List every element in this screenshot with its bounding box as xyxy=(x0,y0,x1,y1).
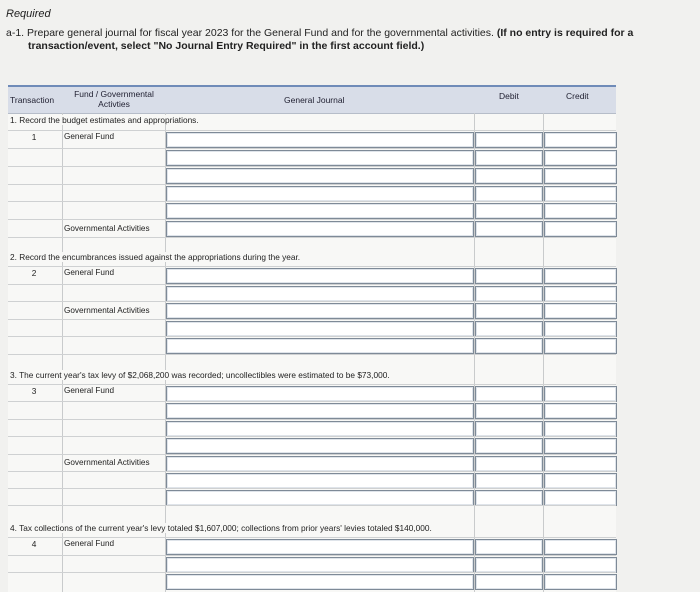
row-divider xyxy=(8,354,616,355)
row-divider xyxy=(8,184,616,185)
row-divider xyxy=(8,148,616,149)
transaction-description: 3. The current year's tax levy of $2,068,200 was recorded; uncollectibles were estimated to be $73,000. xyxy=(10,370,393,380)
transaction-number: 1 xyxy=(31,132,37,142)
row-divider xyxy=(8,454,616,455)
row-divider xyxy=(8,319,616,320)
credit-input[interactable] xyxy=(544,539,617,555)
credit-input[interactable] xyxy=(544,221,617,237)
debit-input[interactable] xyxy=(475,268,543,284)
debit-input[interactable] xyxy=(475,456,543,472)
row-divider xyxy=(8,537,616,538)
table-header xyxy=(8,85,616,114)
row-divider xyxy=(8,284,616,285)
credit-input[interactable] xyxy=(544,286,617,302)
credit-input[interactable] xyxy=(544,150,617,166)
row-divider xyxy=(8,488,616,489)
row-divider xyxy=(8,130,616,131)
debit-input[interactable] xyxy=(475,574,543,590)
transaction-number: 2 xyxy=(31,268,37,278)
account-input[interactable] xyxy=(166,203,474,219)
debit-input[interactable] xyxy=(475,421,543,437)
row-divider xyxy=(8,166,616,167)
fund-label-general: General Fund xyxy=(64,386,115,395)
credit-input[interactable] xyxy=(544,203,617,219)
account-input[interactable] xyxy=(166,221,474,237)
col-debit: Debit xyxy=(499,91,519,101)
credit-input[interactable] xyxy=(544,421,617,437)
account-input[interactable] xyxy=(166,168,474,184)
required-heading: Required xyxy=(6,8,51,20)
debit-input[interactable] xyxy=(475,321,543,337)
col-general-journal: General Journal xyxy=(284,95,345,105)
fund-label-governmental: Governmental Activities xyxy=(64,224,150,233)
transaction-number: 3 xyxy=(31,386,37,396)
credit-input[interactable] xyxy=(544,403,617,419)
account-input[interactable] xyxy=(166,473,474,489)
credit-input[interactable] xyxy=(544,456,617,472)
transaction-description: 4. Tax collections of the current year's levy totaled $1,607,000; collections from prior years' levies totaled $140,000. xyxy=(10,523,435,533)
row-divider xyxy=(8,436,616,437)
account-input[interactable] xyxy=(166,539,474,555)
debit-input[interactable] xyxy=(475,221,543,237)
credit-input[interactable] xyxy=(544,490,617,506)
account-input[interactable] xyxy=(166,438,474,454)
transaction-description: 1. Record the budget estimates and appropriations. xyxy=(10,115,202,125)
col-credit: Credit xyxy=(566,91,589,101)
row-divider xyxy=(8,301,616,302)
credit-input[interactable] xyxy=(544,168,617,184)
row-divider xyxy=(8,572,616,573)
credit-input[interactable] xyxy=(544,321,617,337)
debit-input[interactable] xyxy=(475,557,543,573)
row-divider xyxy=(8,336,616,337)
row-divider xyxy=(8,219,616,220)
journal-table xyxy=(8,85,616,592)
row-divider xyxy=(8,401,616,402)
debit-input[interactable] xyxy=(475,303,543,319)
fund-label-governmental: Governmental Activities xyxy=(64,458,150,467)
debit-input[interactable] xyxy=(475,132,543,148)
account-input[interactable] xyxy=(166,338,474,354)
row-divider xyxy=(8,237,616,238)
instructions xyxy=(6,27,686,53)
row-divider xyxy=(8,505,616,506)
account-input[interactable] xyxy=(166,574,474,590)
account-input[interactable] xyxy=(166,403,474,419)
instruction-note-line2: transaction/event, select "No Journal Entry Required" in the first account field.) xyxy=(28,40,425,52)
account-input[interactable] xyxy=(166,132,474,148)
fund-label-general: General Fund xyxy=(64,268,115,277)
col-transaction: Transaction xyxy=(10,95,55,105)
account-input[interactable] xyxy=(166,421,474,437)
credit-input[interactable] xyxy=(544,303,617,319)
row-divider xyxy=(8,419,616,420)
debit-input[interactable] xyxy=(475,473,543,489)
instruction-note: (If no entry is required for a xyxy=(496,27,634,39)
debit-input[interactable] xyxy=(475,203,543,219)
transaction-number: 4 xyxy=(31,539,37,549)
account-input[interactable] xyxy=(166,150,474,166)
transaction-description: 2. Record the encumbrances issued against the appropriations during the year. xyxy=(10,252,303,262)
row-divider xyxy=(8,201,616,202)
debit-input[interactable] xyxy=(475,168,543,184)
account-input[interactable] xyxy=(166,186,474,202)
row-divider xyxy=(8,266,616,267)
account-input[interactable] xyxy=(166,321,474,337)
credit-input[interactable] xyxy=(544,557,617,573)
debit-input[interactable] xyxy=(475,286,543,302)
debit-input[interactable] xyxy=(475,438,543,454)
account-input[interactable] xyxy=(166,268,474,284)
fund-label-governmental: Governmental Activities xyxy=(64,306,150,315)
credit-input[interactable] xyxy=(544,438,617,454)
credit-input[interactable] xyxy=(544,386,617,402)
fund-label-general: General Fund xyxy=(64,539,115,548)
debit-input[interactable] xyxy=(475,490,543,506)
fund-label-general: General Fund xyxy=(64,132,115,141)
account-input[interactable] xyxy=(166,557,474,573)
debit-input[interactable] xyxy=(475,150,543,166)
credit-input[interactable] xyxy=(544,574,617,590)
debit-input[interactable] xyxy=(475,186,543,202)
account-input[interactable] xyxy=(166,456,474,472)
debit-input[interactable] xyxy=(475,539,543,555)
account-input[interactable] xyxy=(166,386,474,402)
row-divider xyxy=(8,384,616,385)
debit-input[interactable] xyxy=(475,386,543,402)
instruction-text: a-1. Prepare general journal for fiscal year 2023 for the General Fund and for the governmental activities. xyxy=(6,27,494,39)
credit-input[interactable] xyxy=(544,186,617,202)
credit-input[interactable] xyxy=(544,268,617,284)
credit-input[interactable] xyxy=(544,338,617,354)
account-input[interactable] xyxy=(166,490,474,506)
col-fund: Fund / Governmental Activties xyxy=(74,89,154,109)
credit-input[interactable] xyxy=(544,473,617,489)
debit-input[interactable] xyxy=(475,338,543,354)
credit-input[interactable] xyxy=(544,132,617,148)
row-divider xyxy=(8,555,616,556)
row-divider xyxy=(8,471,616,472)
debit-input[interactable] xyxy=(475,403,543,419)
account-input[interactable] xyxy=(166,286,474,302)
account-input[interactable] xyxy=(166,303,474,319)
